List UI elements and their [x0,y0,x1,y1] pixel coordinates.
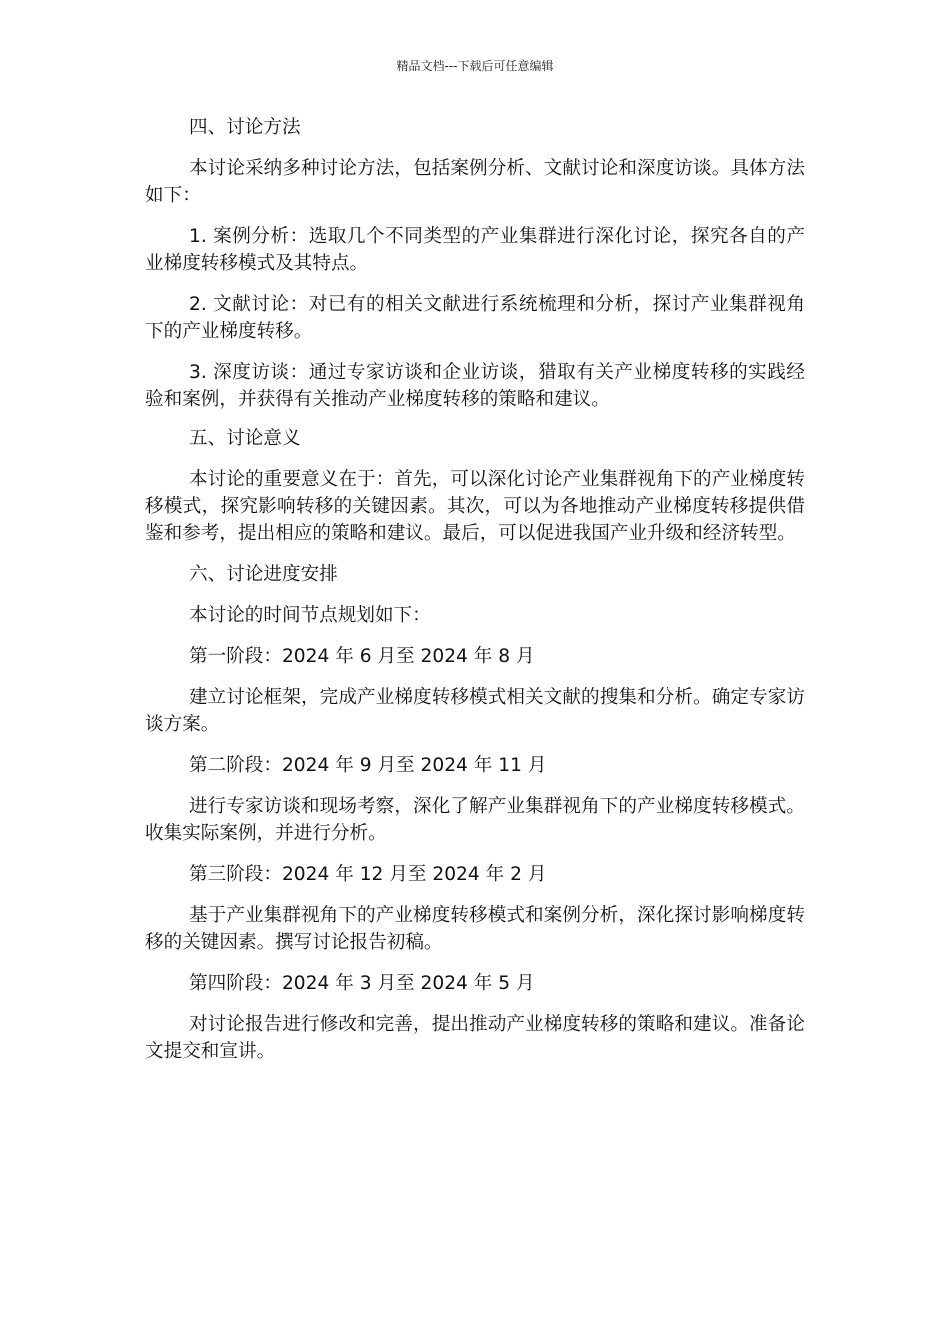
page-header: 精品文档---下载后可任意编辑 [396,59,554,73]
stage-two-title: 第二阶段：2024 年 9 月至 2024 年 11 月 [189,755,547,776]
stage-two-description: 进行专家访谈和现场考察，深化了解产业集群视角下的产业梯度转移模式。收集实际案例，并进行分析。 [145,796,805,844]
paragraph-significance: 本讨论的重要意义在于：首先，可以深化讨论产业集群视角下的产业梯度转移模式，探究影响转移的关键因素。其次，可以为各地推动产业梯度转移提供借鉴和参考，提出相应的策略和建议。最后，可以促进我国产业升级和经济转型。 [145,469,805,544]
stage-one-title: 第一阶段：2024 年 6 月至 2024 年 8 月 [189,646,535,667]
paragraph-case-analysis: 1. 案例分析：选取几个不同类型的产业集群进行深化讨论，探究各自的产业梯度转移模式及其特点。 [145,226,805,274]
section-heading-significance: 五、讨论意义 [189,428,301,449]
paragraph-schedule-intro: 本讨论的时间节点规划如下： [189,605,431,626]
stage-four-title: 第四阶段：2024 年 3 月至 2024 年 5 月 [189,973,535,994]
paragraph-methods-intro: 本讨论采纳多种讨论方法，包括案例分析、文献讨论和深度访谈。具体方法如下： [145,158,805,206]
section-heading-schedule: 六、讨论进度安排 [189,564,338,585]
stage-three-description: 基于产业集群视角下的产业梯度转移模式和案例分析，深化探讨影响梯度转移的关键因素。撰写讨论报告初稿。 [145,905,805,953]
paragraph-in-depth-interview: 3. 深度访谈：通过专家访谈和企业访谈，猎取有关产业梯度转移的实践经验和案例，并获得有关推动产业梯度转移的策略和建议。 [145,362,805,410]
stage-one-description: 建立讨论框架，完成产业梯度转移模式相关文献的搜集和分析。确定专家访谈方案。 [145,687,805,735]
paragraph-literature-review: 2. 文献讨论：对已有的相关文献进行系统梳理和分析，探讨产业集群视角下的产业梯度转移。 [145,294,805,342]
stage-four-description: 对讨论报告进行修改和完善，提出推动产业梯度转移的策略和建议。准备论文提交和宣讲。 [145,1014,805,1062]
document-body [145,114,805,1065]
stage-three-title: 第三阶段：2024 年 12 月至 2024 年 2 月 [189,864,547,885]
section-heading-methods: 四、讨论方法 [189,117,301,138]
